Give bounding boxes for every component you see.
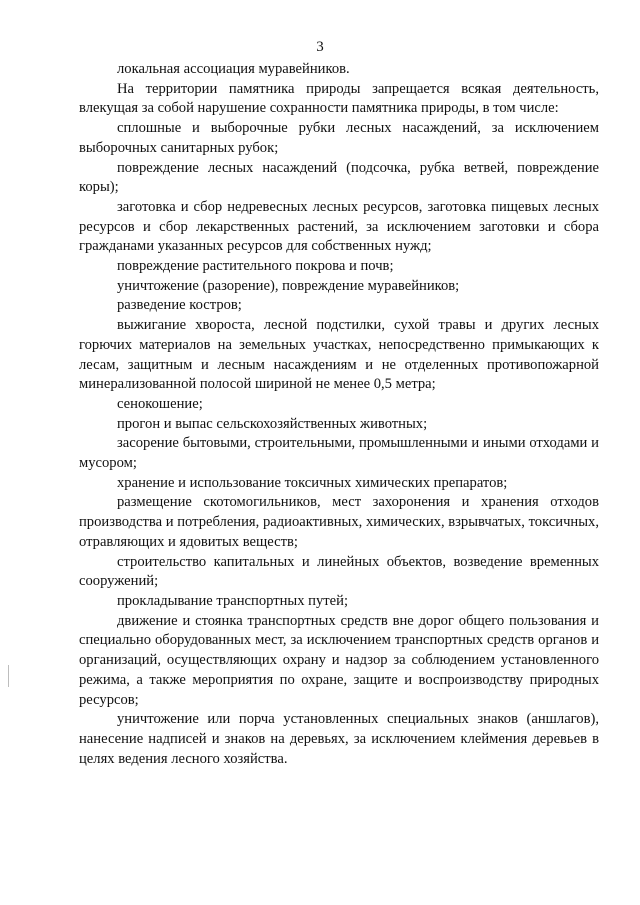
paragraph: повреждение растительного покрова и почв; — [117, 258, 394, 275]
paragraph: разведение костров; — [117, 297, 242, 314]
paragraph: уничтожение (разорение), повреждение муравейников; — [117, 277, 460, 294]
paragraph: выжигание хвороста, лесной подстилки, сухой травы и других лесных горючих материалов на земельных участках, непосредственно примыкающих к лесам, защитным и лесным насаждениям и не отделенных противопожарной минерализованной полосой шириной не менее 0,5 метра; — [79, 317, 599, 393]
paragraph: размещение скотомогильников, мест захоронения и хранения отходов производства и потребления, радиоактивных, химических, взрывчатых, токсичных, отравляющих и ядовитых веществ; — [79, 494, 599, 550]
paragraph: сплошные и выборочные рубки лесных насаждений, за исключением выборочных санитарных рубок; — [79, 120, 599, 156]
paragraph: засорение бытовыми, строительными, промышленными и иными отходами и мусором; — [79, 435, 599, 472]
paragraph: повреждение лесных насаждений (подсочка, рубка ветвей, повреждение коры); — [79, 159, 599, 196]
paragraph: движение и стоянка транспортных средств вне дорог общего пользования и специально оборудованных мест, за исключением транспортных средств органов и организаций, осуществляющих охрану и надзор за соблюдением установленного режима, а также мероприятия по охране, защите и воспроизводству природных ресурсов; — [79, 612, 599, 708]
paragraph: прокладывание транспортных путей; — [117, 592, 348, 609]
paragraph: уничтожение или порча установленных специальных знаков (аншлагов), нанесение надписей и знаков на деревьях, за исключением клеймения деревьев в целях ведения лесного хозяйства. — [79, 711, 599, 767]
paragraph: строительство капитальных и линейных объектов, возведение временных сооружений; — [79, 553, 599, 590]
paragraph: прогон и выпас сельскохозяйственных животных; — [117, 415, 428, 432]
scan-margin-mark — [8, 665, 9, 687]
page-number: 3 — [316, 39, 324, 55]
paragraph: сенокошение; — [117, 395, 203, 412]
paragraph: локальная ассоциация муравейников. — [117, 61, 350, 77]
paragraph: хранение и использование токсичных химических препаратов; — [117, 474, 508, 491]
document-body — [79, 60, 599, 769]
paragraph: заготовка и сбор недревесных лесных ресурсов, заготовка пищевых лесных ресурсов и сбор лекарственных растений, за исключением заготовки и сбора гражданами указанных ресурсов для собственных нужд; — [79, 198, 599, 255]
paragraph: На территории памятника природы запрещается всякая деятельность, влекущая за собой нарушение сохранности памятника природы, в том числе: — [79, 80, 599, 117]
